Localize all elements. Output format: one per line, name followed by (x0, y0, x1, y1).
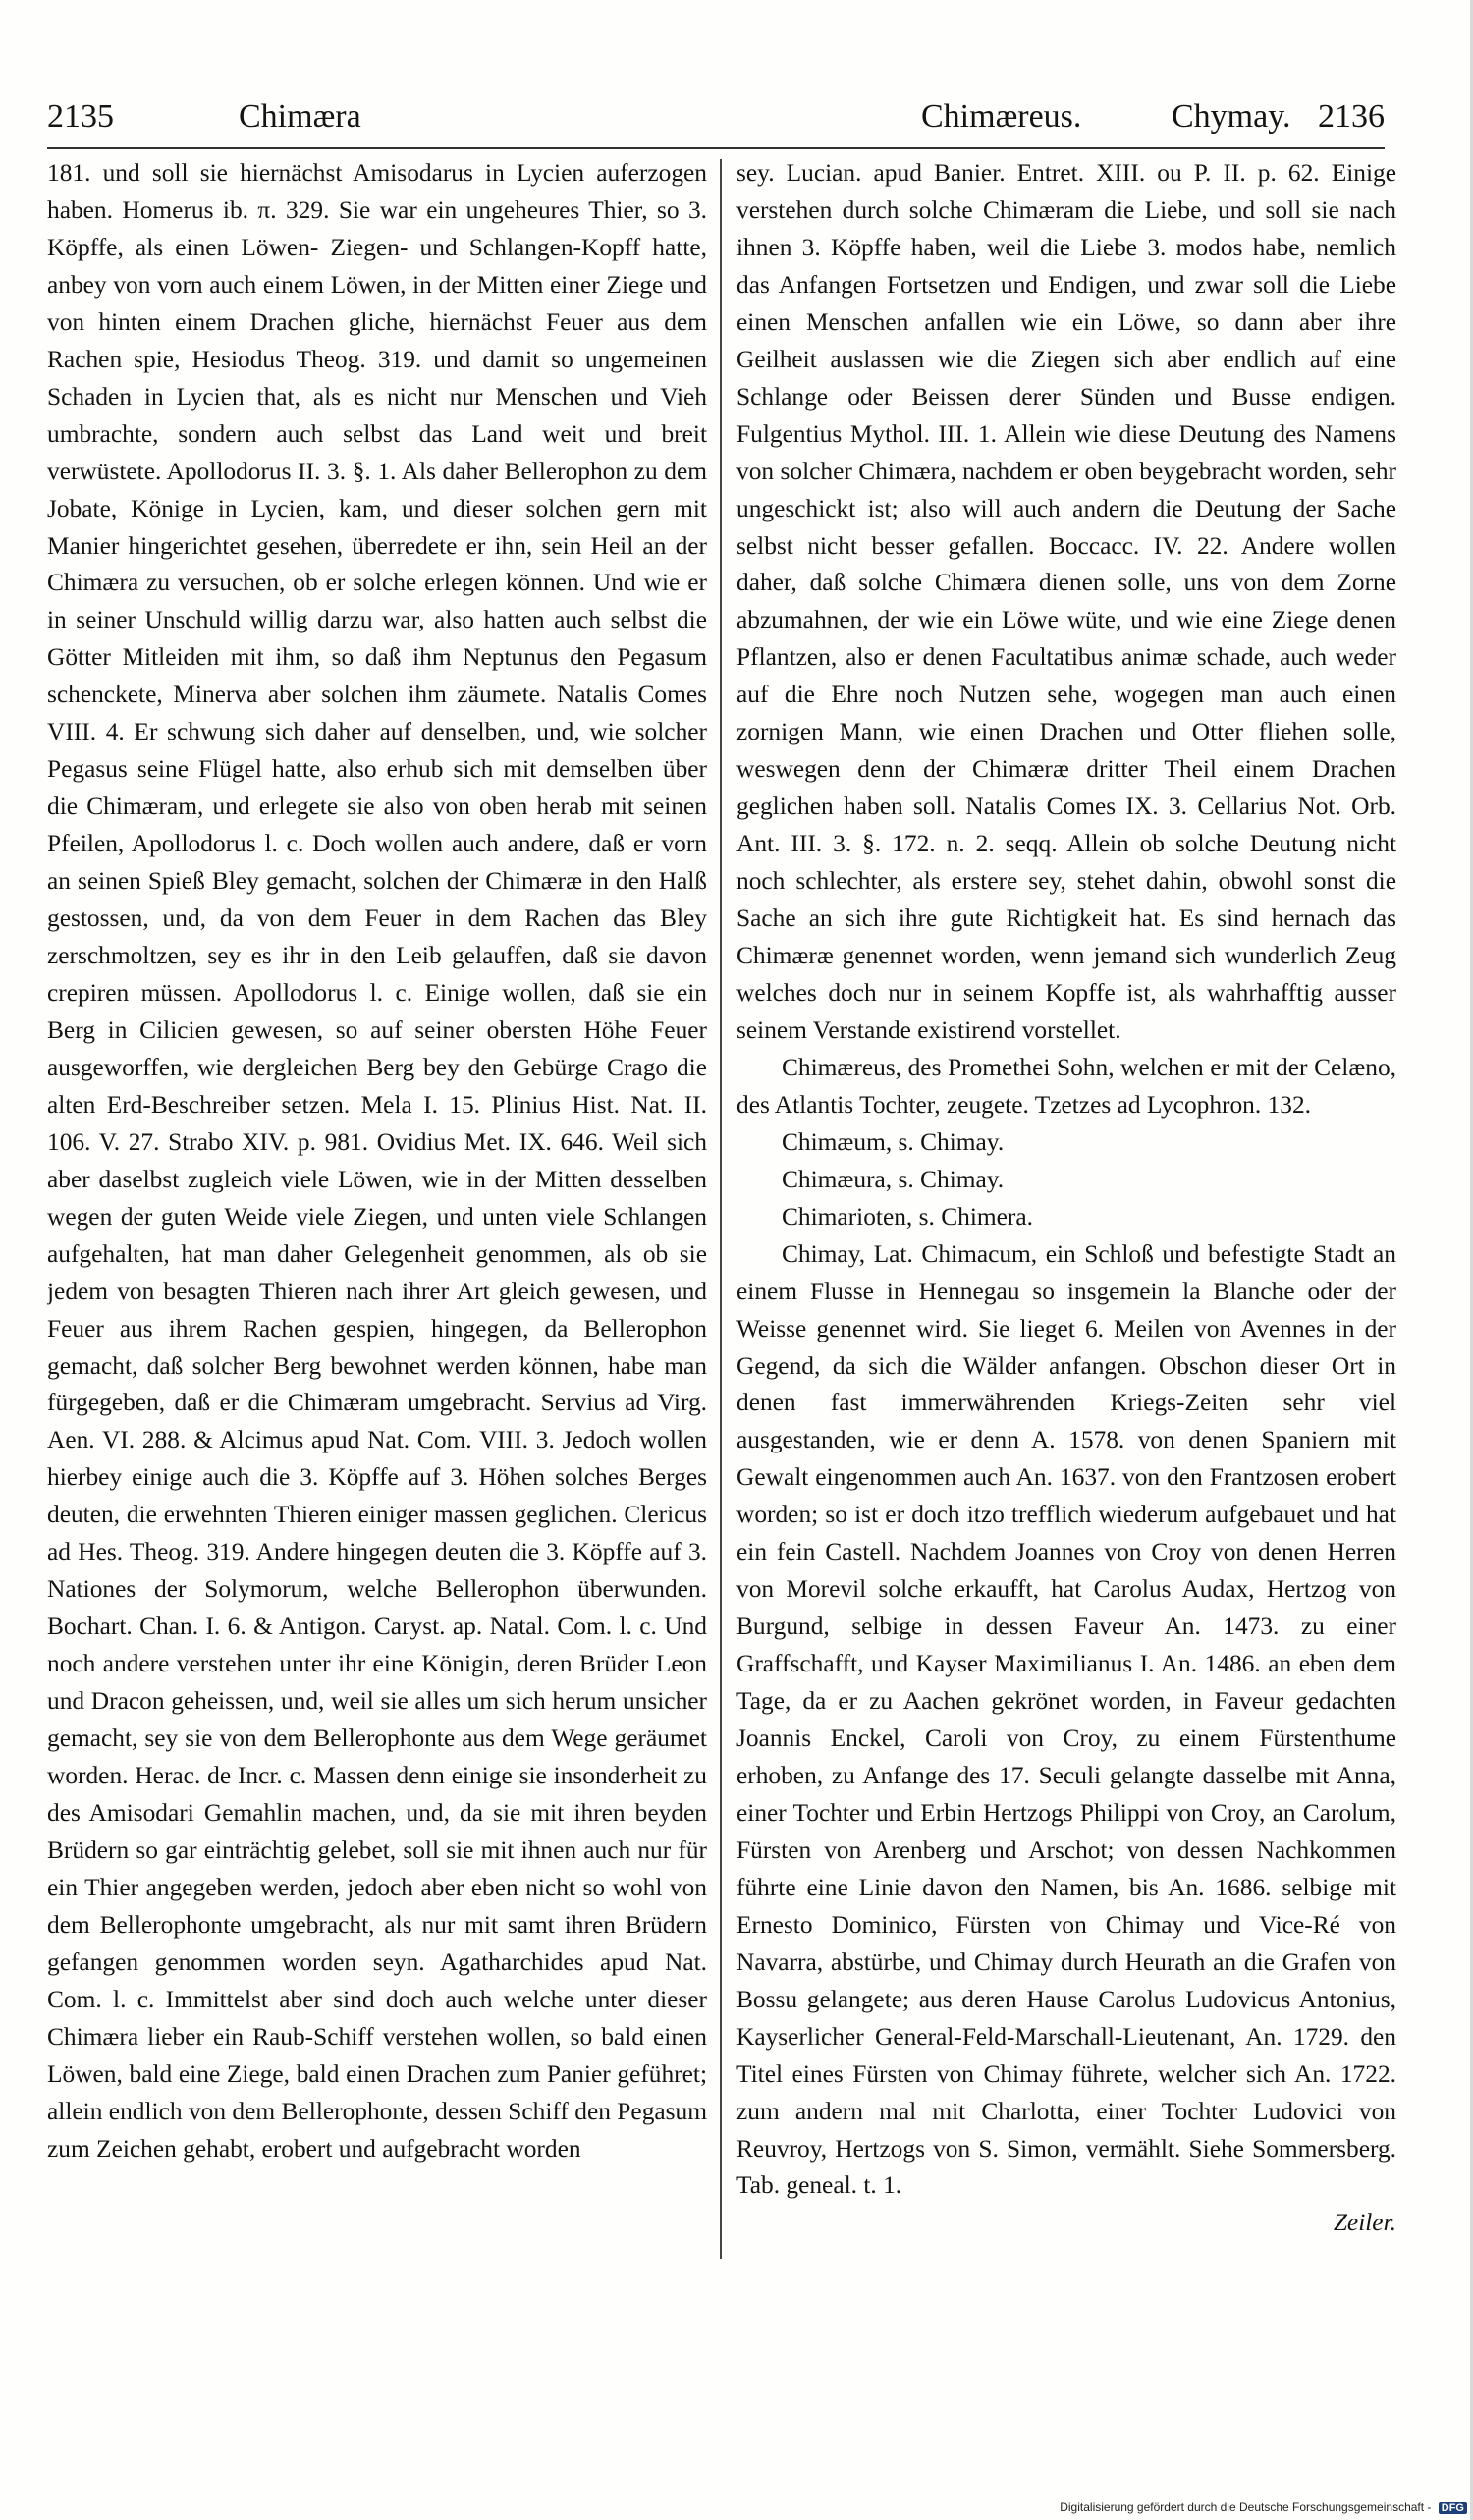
column-divider (720, 159, 722, 2259)
page-number-left: 2135 (47, 98, 114, 135)
entry-chimaeura: Chimæura, s. Chimay. (782, 1165, 1005, 1193)
footer-text: Digitalisierung gefördert durch die Deutsche Forschungsgemeinschaft - (1060, 2500, 1432, 2514)
entry-chimaereus: Chimæreus, des Promethei Sohn, welchen er mit der Celæno, des Atlantis Tochter, zeugete. Tzetzes ad Lycophron. 132. (736, 1053, 1396, 1119)
catchword-middle: Chimæreus. (921, 98, 1082, 135)
entry-chimay: Chimay, Lat. Chimacum, ein Schloß und befestigte Stadt an einem Flusse in Hennegau so insgemein la Blanche oder der Weisse genennet wird. Sie lieget 6. Meilen von Avennes in der Gegend, da sich die Wälder anfangen. Obschon dieser Ort in denen fast immerwährenden Kriegs-Zeiten sehr viel ausgestanden, wie er denn A. 1578. von denen Spaniern mit Gewalt eingenommen auch An. 1637. von den Frantzosen erobert worden; so ist er doch itzo trefflich wiederum aufgebauet und hat ein fein Castell. Nachdem Joannes von Croy von denen Herren von Morevil solche erkaufft, hat Carolus Audax, Hertzog von Burgund, selbige in dessen Faveur An. 1473. zu einer Graffschafft, und Kayser Maximilianus I. An. 1486. an eben dem Tage, da er zu Aachen gekrönet worden, in Faveur gedachten Joannis Enckel, Caroli von Croy, zu einem Fürstenthume erhoben, zu Anfange des 17. Seculi gelangte dasselbe mit Anna, einer Tochter und Erbin Hertzogs Philippi von Croy, an Carolum, Fürsten von Arenberg und Arschot; von dessen Nachkommen führte eine Linie davon den Namen, bis An. 1686. selbige mit Ernesto Dominico, Fürsten von Chimay und Vice-Ré von Navarra, abstürbe, und Chimay durch Heurath an die Grafen von Bossu gelangete; aus deren Hause Carolus Ludovicus Antonius, Kayserlicher General-Feld-Marschall-Lieutenant, An. 1729. den Titel eines Fürsten von Chimay führete, welcher sich An. 1722. zum andern mal mit Charlotta, einer Tochter Ludovici von Reuvroy, Hertzogs von S. Simon, vermählt. Siehe Sommersberg. Tab. geneal. t. 1. (736, 1239, 1396, 2200)
left-column (47, 155, 707, 2257)
left-column-text: 181. und soll sie hiernächst Amisodarus in Lycien auferzogen haben. Homerus ib. π. 329. Sie war ein ungeheures Thier, so 3. Köpffe, als einen Löwen- Ziegen- und Schlangen-Kopff hatte, anbey von vorn auch einem Löwen, in der Mitten einer Ziege und von hinten einem Drachen gliche, hiernächst Feuer aus dem Rachen spie, Hesiodus Theog. 319. und damit so ungemeinen Schaden in Lycien that, als es nicht nur Menschen und Vieh umbrachte, sondern auch selbst das Land weit und breit verwüstete. Apollodorus II. 3. §. 1. Als daher Bellerophon zu dem Jobate, Könige in Lycien, kam, und dieser solchen gern mit Manier hingerichtet gesehen, überredete er ihn, sein Heil an der Chimæra zu versuchen, ob er solche erlegen können. Und wie er in seiner Unschuld willig darzu war, also hatten auch selbst die Götter Mitleiden mit ihm, so daß ihm Neptunus den Pegasum schenckete, Minerva aber solchen ihm zäumete. Natalis Comes VIII. 4. Er schwung sich daher auf denselben, und, wie solcher Pegasus seine Flügel hatte, also erhub sich mit demselben über die Chimæram, und erlegete sie also von oben herab mit seinen Pfeilen, Apollodorus l. c. Doch wollen auch andere, daß er vorn an seinen Spieß Bley gemacht, solchen der Chimæræ in den Halß gestossen, und, da von dem Feuer in dem Rachen das Bley zerschmoltzen, sey es ihr in den Leib gelauffen, daß sie davon crepiren müssen. Apollodorus l. c. Einige wollen, daß sie ein Berg in Cilicien gewesen, so auf seiner obersten Höhe Feuer ausgeworffen, wie dergleichen Berg bey den Gebürge Crago die alten Erd-Beschreiber setzen. Mela I. 15. Plinius Hist. Nat. II. 106. V. 27. Strabo XIV. p. 981. Ovidius Met. IX. 646. Weil sich aber daselbst zugleich viele Löwen, wie in der Mitten desselben wegen der guten Weide viele Ziegen, und unten viele Schlangen aufgehalten, hat man daher Gelegenheit genommen, als ob sie jedem von besagten Thieren nach ihrer Art gleich gewesen, und Feuer aus ihrem Rachen gespien, hingegen, da Bellerophon gemacht, daß solcher Berg bewohnet werden können, habe man fürgegeben, daß er die Chimæram umgebracht. Servius ad Virg. Aen. VI. 288. & Alcimus apud Nat. Com. VIII. 3. Jedoch wollen hierbey einige auch die 3. Köpffe auf 3. Höhen solches Berges deuten, die erwehnten Thieren einiger massen geglichen. Clericus ad Hes. Theog. 319. Andere hingegen deuten die 3. Köpffe auf 3. Nationes der Solymorum, welche Bellerophon überwunden. Bochart. Chan. I. 6. & Antigon. Caryst. ap. Natal. Com. l. c. Und noch andere verstehen unter ihr eine Königin, deren Brüder Leon und Dracon geheissen, und, weil sie alles um sich herum unsicher gemacht, sey sie von dem Bellerophonte aus dem Wege geräumet worden. Herac. de Incr. c. Massen denn einige sie insonderheit zu des Amisodari Gemahlin machen, und, da sie mit ihren beyden Brüdern so gar einträchtig gelebet, soll sie mit ihnen auch nur für ein Thier angegeben werden, jedoch aber eben nicht so wohl von dem Bellerophonte umgebracht, als nur mit samt ihren Brüdern gefangen genommen worden seyn. Agatharchides apud Nat. Com. l. c. Immittelst aber sind doch auch welche unter dieser Chimæra lieber ein Raub-Schiff verstehen wollen, so bald einen Löwen, bald eine Ziege, bald einen Drachen zum Panier geführet; allein endlich von dem Bellerophonte, dessen Schiff den Pegasum zum Zeichen gehabt, erobert und aufgebracht worden (47, 159, 707, 2163)
right-column (736, 155, 1396, 2257)
signature: Zeiler. (1333, 2209, 1396, 2237)
dfg-logo: DFG (1439, 2502, 1467, 2514)
entry-chimaeum: Chimæum, s. Chimay. (782, 1127, 1005, 1156)
entry-chimarioten: Chimarioten, s. Chimera. (782, 1202, 1033, 1231)
entry-chimaera-continued: sey. Lucian. apud Banier. Entret. XIII. ou P. II. p. 62. Einige verstehen durch solche Chimæram die Liebe, und soll sie nach ihnen 3. Köpffe haben, weil die Liebe 3. modos habe, nemlich das Anfangen Fortsetzen und Endigen, und zwar soll die Liebe einen Menschen anfallen wie ein Löwe, so dann aber ihre Geilheit auslassen wie die Ziegen sich aber endlich auf eine Schlange oder Beissen derer Sünden und Busse endigen. Fulgentius Mythol. III. 1. Allein wie diese Deutung des Namens von solcher Chimæra, nachdem er oben beygebracht worden, sehr ungeschickt ist; also will auch andern die Deutung der Sache selbst nicht besser gefallen. Boccacc. IV. 22. Andere wollen daher, daß solche Chimæra dienen solle, uns von dem Zorne abzumahnen, der wie ein Löwe wüte, und wie eine Ziege denen Pflantzen, also er denen Facultatibus animæ schade, auch weder auf die Ehre noch Nutzen sehe, wogegen man auch einen zornigen Mann, wie einen Drachen und Otter fliehen solle, weswegen denn der Chimæræ dritter Theil einem Drachen geglichen haben soll. Natalis Comes IX. 3. Cellarius Not. Orb. Ant. III. 3. §. 172. n. 2. seqq. Allein ob solche Deutung nicht noch schlechter, als erstere sey, stehet dahin, obwohl sonst die Sache an sich ihre gute Richtigkeit hat. Es sind hernach das Chimæræ genennet worden, wenn jemand sich wunderlich Zeug welches doch nur in seinem Kopffe ist, als wahrhafftig ausser seinem Verstande existirend vorstellet. (736, 159, 1396, 1044)
page-number-right: 2136 (1318, 98, 1385, 135)
catchword-left: Chimæra (239, 98, 361, 135)
header-rule (47, 147, 1385, 149)
running-header (47, 90, 1385, 149)
digitization-footer (1060, 2500, 1467, 2514)
catchword-right: Chymay. (1172, 98, 1291, 135)
